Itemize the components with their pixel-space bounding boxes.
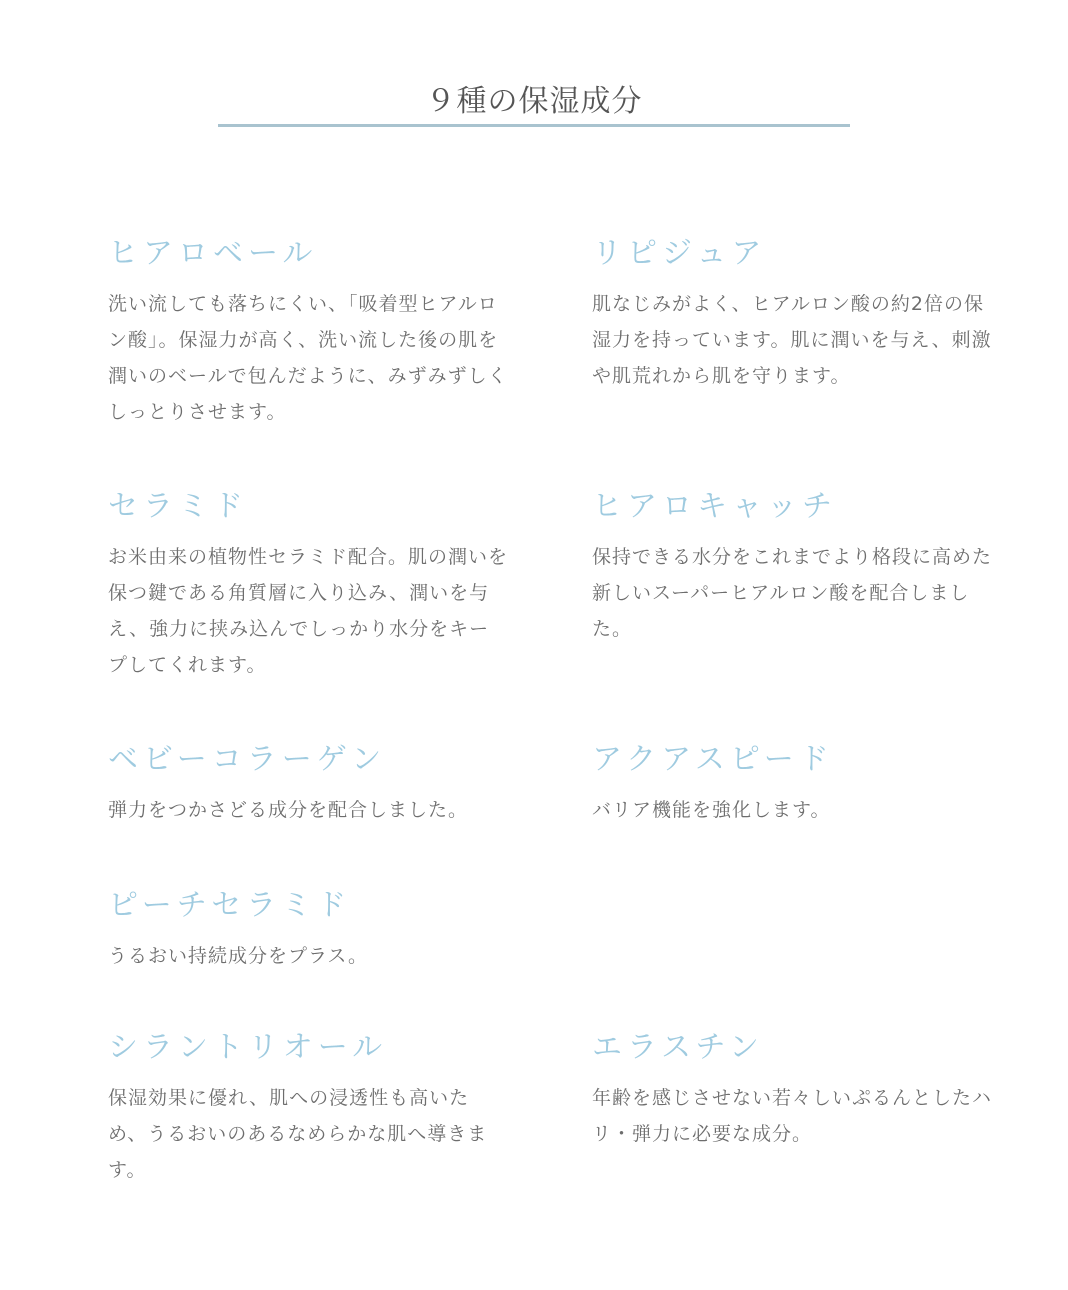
ingredient-name: リピジュア — [592, 236, 767, 271]
title-underline — [218, 124, 850, 127]
ingredient-hyaloveil — [108, 236, 508, 430]
ingredient-name: ベビーコラーゲン — [108, 742, 387, 777]
ingredient-elastin — [592, 1030, 992, 1152]
ingredient-silanetriol — [108, 1030, 508, 1188]
ingredient-name: アクアスピード — [592, 742, 834, 777]
ingredient-name: エラスチン — [592, 1030, 764, 1065]
ingredient-baby-collagen — [108, 742, 508, 828]
ingredient-description: 弾力をつかさどる成分を配合しました。 — [108, 799, 469, 821]
ingredient-name: シラントリオール — [108, 1030, 388, 1065]
ingredient-description: バリア機能を強化します。 — [592, 799, 831, 821]
ingredient-description: 年齢を感じさせない若々しいぷるんとしたハリ・弾力に必要な成分。 — [592, 1087, 993, 1145]
ingredient-name: セラミド — [108, 489, 248, 524]
ingredient-description: 肌なじみがよく、ヒアルロン酸の約2倍の保湿力を持っています。肌に潤いを与え、刺激や肌荒れから肌を守ります。 — [592, 293, 992, 387]
ingredient-hyalocatch — [592, 489, 992, 647]
ingredient-ceramide — [108, 489, 508, 683]
page-title: ９種の保湿成分 — [425, 84, 643, 119]
ingredient-name: ヒアロベール — [108, 236, 318, 271]
ingredient-description: 保湿効果に優れ、肌への浸透性も高いため、うるおいのあるなめらかな肌へ導きます。 — [108, 1087, 488, 1181]
ingredient-description: うるおい持続成分をプラス。 — [108, 945, 369, 967]
ingredient-name: ピーチセラミド — [108, 888, 352, 923]
ingredient-description: 洗い流しても落ちにくい、「吸着型ヒアルロン酸」。保湿力が高く、洗い流した後の肌を潤いのベールで包んだように、みずみずしくしっとりさせます。 — [108, 293, 508, 423]
ingredient-lipidure — [592, 236, 992, 394]
ingredient-description: 保持できる水分をこれまでより格段に高めた新しいスーパーヒアルロン酸を配合しました。 — [592, 546, 993, 640]
ingredient-aquaspeed — [592, 742, 992, 828]
ingredient-peach-ceramide — [108, 888, 508, 974]
ingredient-name: ヒアロキャッチ — [592, 489, 837, 524]
ingredient-description: お米由来の植物性セラミド配合。肌の潤いを保つ鍵である角質層に入り込み、潤いを与え、強力に挟み込んでしっかり水分をキープしてくれます。 — [108, 546, 509, 676]
